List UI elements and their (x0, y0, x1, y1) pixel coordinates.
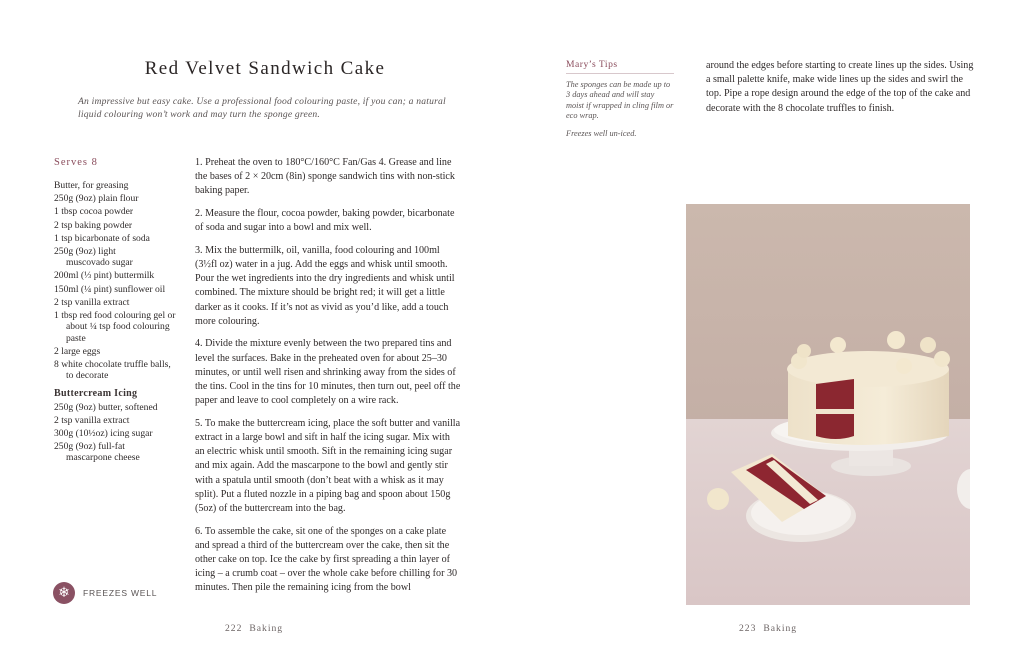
tip-text: The sponges can be made up to 3 days ahead and will stay moist if wrapped in cling film or eco wrap. (566, 80, 674, 121)
ingredient-item: 2 tsp baking powder (54, 219, 133, 231)
ingredient-item: 250g (9oz) plain flour (54, 193, 139, 205)
icing-ingredient-item: 250g (9oz) butter, softened (54, 401, 158, 413)
method-step: 1. Preheat the oven to 180°C/160°C Fan/Gas 4. Grease and line the bases of 2 × 20cm (8in) sponge sandwich tins with non-stick baking paper. (195, 157, 455, 197)
method-step: 5. To make the buttercream icing, place the soft butter and vanilla extract in a large bowl and sift in half the icing sugar. Mix with an electric whisk until smooth. Sift in the remaining icing sugar and mix again. Add the mascarpone to the bowl and gently stir with a spatula until smooth (don’t beat with a whisk as it may split). Put a fluted nozzle in a piping bag and spoon about 150g (5oz) of the buttercream into the bag. (195, 417, 461, 515)
page-number: 223 (739, 623, 757, 634)
snowflake-icon: ❄ (53, 582, 75, 604)
page-footer-left (225, 623, 283, 634)
icing-ingredient-item: 250g (9oz) full-fat mascarpone cheese (54, 441, 140, 464)
cake-photo (686, 204, 970, 605)
ingredient-item: 150ml (¼ pint) sunflower oil (54, 283, 166, 295)
marys-tips-box (566, 59, 674, 146)
buttercream-icing-heading: Buttercream Icing (54, 387, 138, 399)
ingredient-item: 8 white chocolate truffle balls, to decorate (54, 358, 171, 382)
tip-text: Freezes well un-iced. (566, 128, 637, 138)
ingredient-list (54, 180, 189, 466)
section-name: Baking (249, 623, 284, 634)
ingredient-item: 1 tbsp cocoa powder (54, 206, 134, 218)
page-footer-right (739, 623, 797, 634)
ingredient-item: Butter, for greasing (54, 180, 129, 191)
icing-ingredient-item: 300g (10½oz) icing sugar (54, 427, 153, 439)
ingredient-item: 1 tsp bicarbonate of soda (54, 232, 150, 244)
continued-method (706, 59, 976, 116)
recipe-intro: An impressive but easy cake. Use a professional food colouring paste, if you can; a natural liquid colouring won’t work and may turn the sponge green. (78, 96, 446, 120)
method-step: 6. To assemble the cake, sit one of the sponges on a cake plate and spread a third of the buttercream over the cake, then sit the other cake on top. Ice the cake by first spreading a thin layer of icing – a crumb coat – over the whole cake before chilling for 30 minutes. Then pile the remaining icing from the bowl (195, 525, 458, 594)
marys-tips-heading: Mary’s Tips (566, 59, 674, 74)
freezes-well-label: FREEZES WELL (83, 588, 158, 598)
ingredient-item: 250g (9oz) light muscovado sugar (54, 245, 133, 269)
method-step: 4. Divide the mixture evenly between the two prepared tins and level the surfaces. Bake in the preheated oven for about 25–30 minutes, or until well risen and shrinking away from the sides of the tins. Cool in the tins for 10 minutes, then turn out, peel off the paper and leave to cool completely on a wire rack. (195, 338, 461, 407)
ingredient-item: 2 tsp vanilla extract (54, 296, 130, 308)
continued-text: around the edges before starting to create lines up the sides. Using a small palette knife, make wide lines up the sides and swirl the top. Pipe a rope design around the edge of the top of the cake and decorate with the 8 chocolate truffles to finish. (706, 60, 974, 114)
icing-ingredient-item: 2 tsp vanilla extract (54, 414, 130, 426)
ingredient-item: 1 tbsp red food colouring gel or about ¼ tsp food colouring paste (54, 309, 176, 344)
method-steps (195, 156, 461, 604)
method-step: 3. Mix the buttermilk, oil, vanilla, food colouring and 100ml (3½fl oz) water in a jug. Add the eggs and whisk until smooth. Pour the wet ingredients into the dry ingredients and whisk until combined. The mixture should be bright red; it will get a little darker as it cooks. If it’s not as vivid as you’d like, add a touch more colouring. (195, 244, 455, 327)
serves-heading: Serves 8 (54, 157, 98, 168)
page-number: 222 (225, 623, 243, 634)
section-name: Baking (763, 623, 798, 634)
freezes-well-badge (53, 582, 157, 604)
method-step: 2. Measure the flour, cocoa powder, baking powder, bicarbonate of soda and sugar into a bowl and mix well. (195, 208, 455, 234)
recipe-title: Red Velvet Sandwich Cake (144, 58, 386, 79)
ingredient-item: 200ml (⅓ pint) buttermilk (54, 270, 155, 282)
ingredient-item: 2 large eggs (54, 345, 101, 357)
